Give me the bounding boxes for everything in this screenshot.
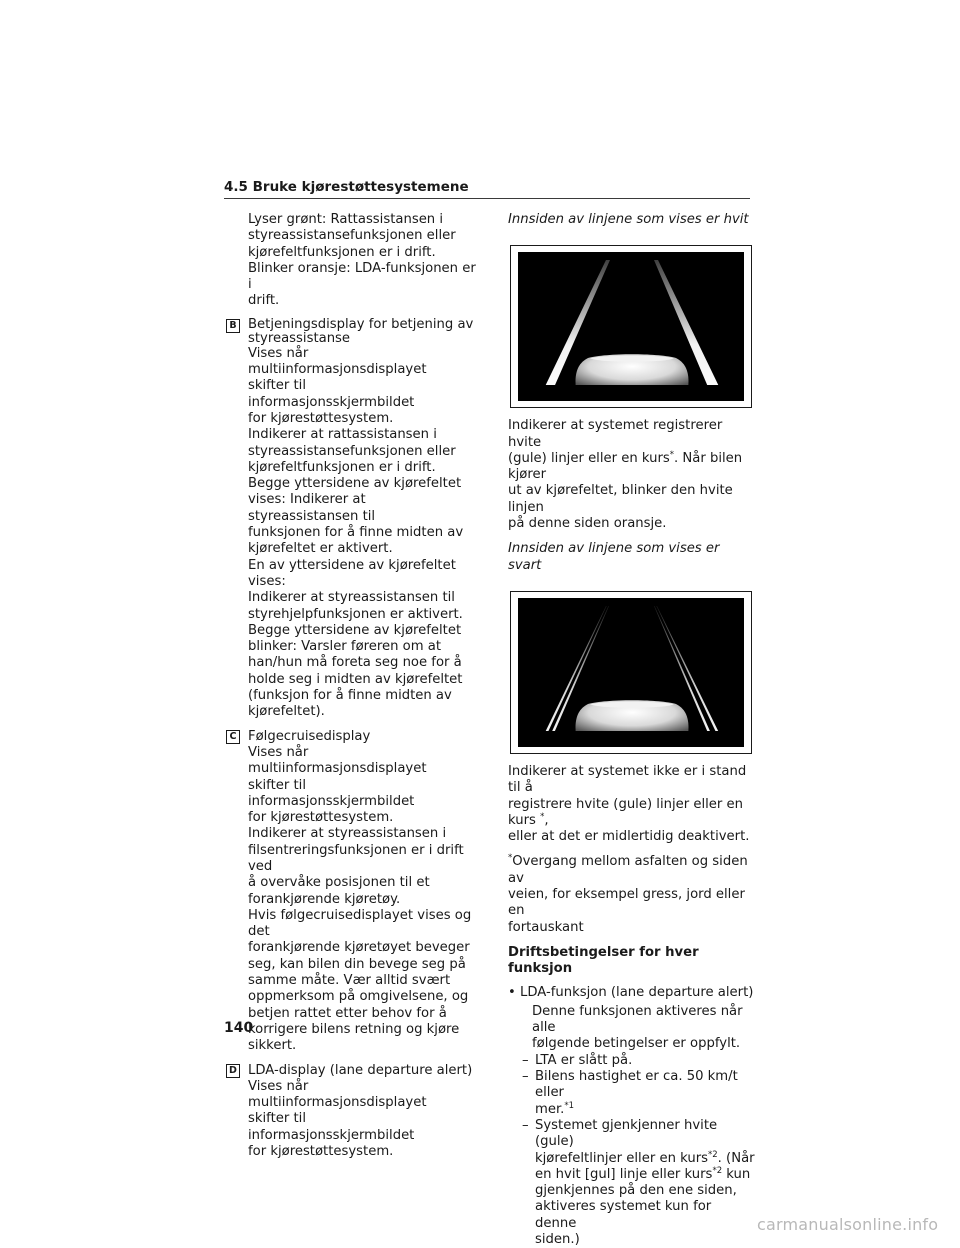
item-title: styreassistanse [248, 330, 351, 346]
text-line: styreassistansefunksjonen eller [248, 443, 456, 459]
text-line: styreassistansefunksjonen eller [248, 228, 456, 244]
page-number: 140 [224, 1020, 254, 1036]
text-line [508, 797, 756, 830]
text-span: kjørefeltlinjer eller en kurs [535, 1150, 708, 1166]
text-line: oppmerksom på omgivelsene, og [248, 989, 469, 1005]
right-column [508, 212, 756, 1248]
bullet-title: LDA-funksjon (lane departure alert) [520, 984, 754, 1000]
caption-black-lines: Innsiden av linjene som vises er svart [508, 541, 720, 573]
text-line: skifter til informasjonsskjermbildet [248, 1111, 415, 1143]
text-span: kun [722, 1166, 751, 1182]
item-d [226, 1063, 476, 1161]
description-white-lines [508, 418, 756, 532]
footnote-ref: * [540, 811, 545, 822]
text-line: gjenkjennes på den ene siden, [535, 1183, 737, 1199]
text-line: Begge yttersidene av kjørefeltet [248, 622, 462, 638]
section-header: 4.5 Bruke kjørestøttesystemene [224, 179, 750, 199]
condition-lta-on [508, 1053, 756, 1069]
text-line: aktiveres systemet kun for denne [535, 1199, 712, 1231]
text-line: skifter til informasjonsskjermbildet [248, 378, 415, 410]
item-title: LDA-display (lane departure alert) [248, 1062, 473, 1078]
text-line: samme måte. Vær alltid svært [248, 973, 451, 989]
dash-icon: – [522, 1052, 529, 1068]
marker-c-icon: C [226, 730, 240, 744]
footnote-ref: * [669, 449, 675, 460]
text-line: Lyser grønt: Rattassistansen i [248, 212, 444, 227]
text-span: registrere hvite (gule) linjer eller en kurs [508, 796, 744, 828]
text-span: , [544, 812, 549, 828]
conditions-heading: Driftsbetingelser for hver funksjon [508, 944, 699, 977]
text-line: betjen rattet etter behov for å [248, 1005, 447, 1021]
text-line: Indikerer at styreassistansen i [248, 826, 447, 842]
text-line: siden.) [535, 1231, 580, 1247]
bullet-icon: • [508, 984, 516, 1000]
text-line: (funksjon for å finne midten av [248, 688, 452, 704]
text-line [508, 451, 756, 484]
item-c [226, 729, 476, 1055]
text-line: følgende betingelser er oppfylt. [532, 1036, 741, 1052]
text-line: holde seg i midten av kjørefeltet [248, 671, 463, 687]
figure-black-lane-lines [510, 591, 752, 754]
text-span: . (Når [717, 1150, 755, 1166]
text-line: kjørefeltet). [248, 704, 325, 720]
text-line: Vises når multiinformasjonsdisplayet [248, 345, 427, 378]
text-line: ut av kjørefeltet, blinker den hvite linjen [508, 483, 733, 515]
text-line: Begge yttersidene av kjørefeltet [248, 476, 462, 492]
item-title: Følgecruisedisplay [248, 728, 371, 744]
text-line: styrehjelpfunksjonen er aktivert. [248, 606, 463, 622]
text-line: Bilens hastighet er ca. 50 km/t eller [535, 1069, 738, 1101]
text-line: Indikerer at systemet registrerer hvite [508, 418, 723, 450]
marker-d-icon: D [226, 1064, 240, 1078]
footnote-ref: *2 [708, 1149, 718, 1160]
figure-white-lane-lines [510, 245, 752, 408]
text-line: forankjørende kjøretøy. [248, 891, 401, 907]
status-description-a [226, 212, 476, 310]
text-line: skifter til informasjonsskjermbildet [248, 777, 415, 809]
text-line: Vises når multiinformasjonsdisplayet [248, 1078, 427, 1111]
text-line: funksjonen for å finne midten av [248, 525, 464, 541]
text-line: Indikerer at systemet ikke er i stand til å [508, 763, 747, 796]
text-line: eller at det er midlertidig deaktivert. [508, 829, 750, 845]
bullet-lda-function [508, 985, 756, 1053]
black-lane-lines-illustration [518, 598, 744, 747]
text-line [535, 1102, 756, 1118]
dash-icon: – [522, 1117, 529, 1133]
caption-white-lines: Innsiden av linjene som vises er hvit [508, 212, 749, 227]
text-line: han/hun må foreta seg noe for å [248, 655, 462, 671]
text-line: filsentreringsfunksjonen er i drift ved [248, 842, 464, 874]
bullet-intro [520, 1004, 756, 1053]
footnote [508, 854, 756, 935]
text-line: Vises når multiinformasjonsdisplayet [248, 744, 427, 777]
text-line: kjørefeltfunksjonen er i drift. [248, 459, 436, 475]
text-line: for kjørestøttesystem. [248, 810, 394, 826]
text-line: blinker: Varsler føreren om at [248, 639, 442, 655]
text-line: Blinker oransje: LDA-funksjonen er i [248, 260, 476, 293]
condition-line-recognition [508, 1118, 756, 1248]
text-line: Systemet gjenkjenner hvite (gule) [535, 1117, 718, 1150]
text-line: kjørefeltfunksjonen er i drift. [248, 244, 436, 260]
text-line: kjørefeltet er aktivert. [248, 541, 393, 557]
text-line: veien, for eksempel gress, jord eller en [508, 887, 745, 919]
left-column [226, 212, 476, 1160]
text-line: Indikerer at styreassistansen til [248, 590, 455, 606]
text-line: drift. [248, 293, 280, 309]
text-line: å overvåke posisjonen til et [248, 875, 430, 891]
text-line: forankjørende kjøretøyet beveger [248, 940, 470, 956]
text-line: for kjørestøttesystem. [248, 1144, 394, 1160]
text-line [535, 1151, 756, 1167]
item-b [226, 318, 476, 721]
text-span: . Når bilen kjører [508, 450, 743, 483]
text-span: mer. [535, 1101, 565, 1117]
text-line: på denne siden oransje. [508, 516, 667, 532]
item-title: Betjeningsdisplay for betjening av [248, 316, 474, 332]
text-line: vises: Indikerer at styreassistansen til [248, 492, 376, 524]
text-line: sikkert. [248, 1038, 297, 1054]
footnote-mark: * [508, 853, 513, 864]
text-span: (gule) linjer eller en kurs [508, 450, 670, 466]
watermark: carmanualsonline.info [757, 1215, 939, 1234]
text-line: fortauskant [508, 919, 584, 935]
text-line: Hvis følgecruisedisplayet vises og det [248, 907, 472, 940]
text-span: en hvit [gul] linje eller kurs [535, 1166, 713, 1182]
description-black-lines [508, 764, 756, 845]
text-line: Denne funksjonen aktiveres når alle [532, 1003, 743, 1036]
footnote-ref: *2 [712, 1165, 723, 1176]
text-line: En av yttersidene av kjørefeltet vises: [248, 557, 456, 589]
text-line: seg, kan bilen din bevege seg på [248, 956, 466, 972]
text-span: Overgang mellom asfalten og siden av [508, 854, 748, 886]
text-line: Indikerer at rattassistansen i [248, 427, 437, 443]
text-line: LTA er slått på. [535, 1052, 633, 1068]
footnote-ref: *1 [564, 1100, 575, 1111]
text-line [535, 1167, 756, 1183]
text-line: korrigere bilens retning og kjøre [248, 1021, 460, 1037]
condition-speed [508, 1069, 756, 1118]
text-line: for kjørestøttesystem. [248, 410, 394, 426]
white-lane-lines-illustration [518, 252, 744, 401]
dash-icon: – [522, 1069, 529, 1085]
marker-b-icon: B [226, 319, 240, 333]
text-line [508, 854, 756, 887]
